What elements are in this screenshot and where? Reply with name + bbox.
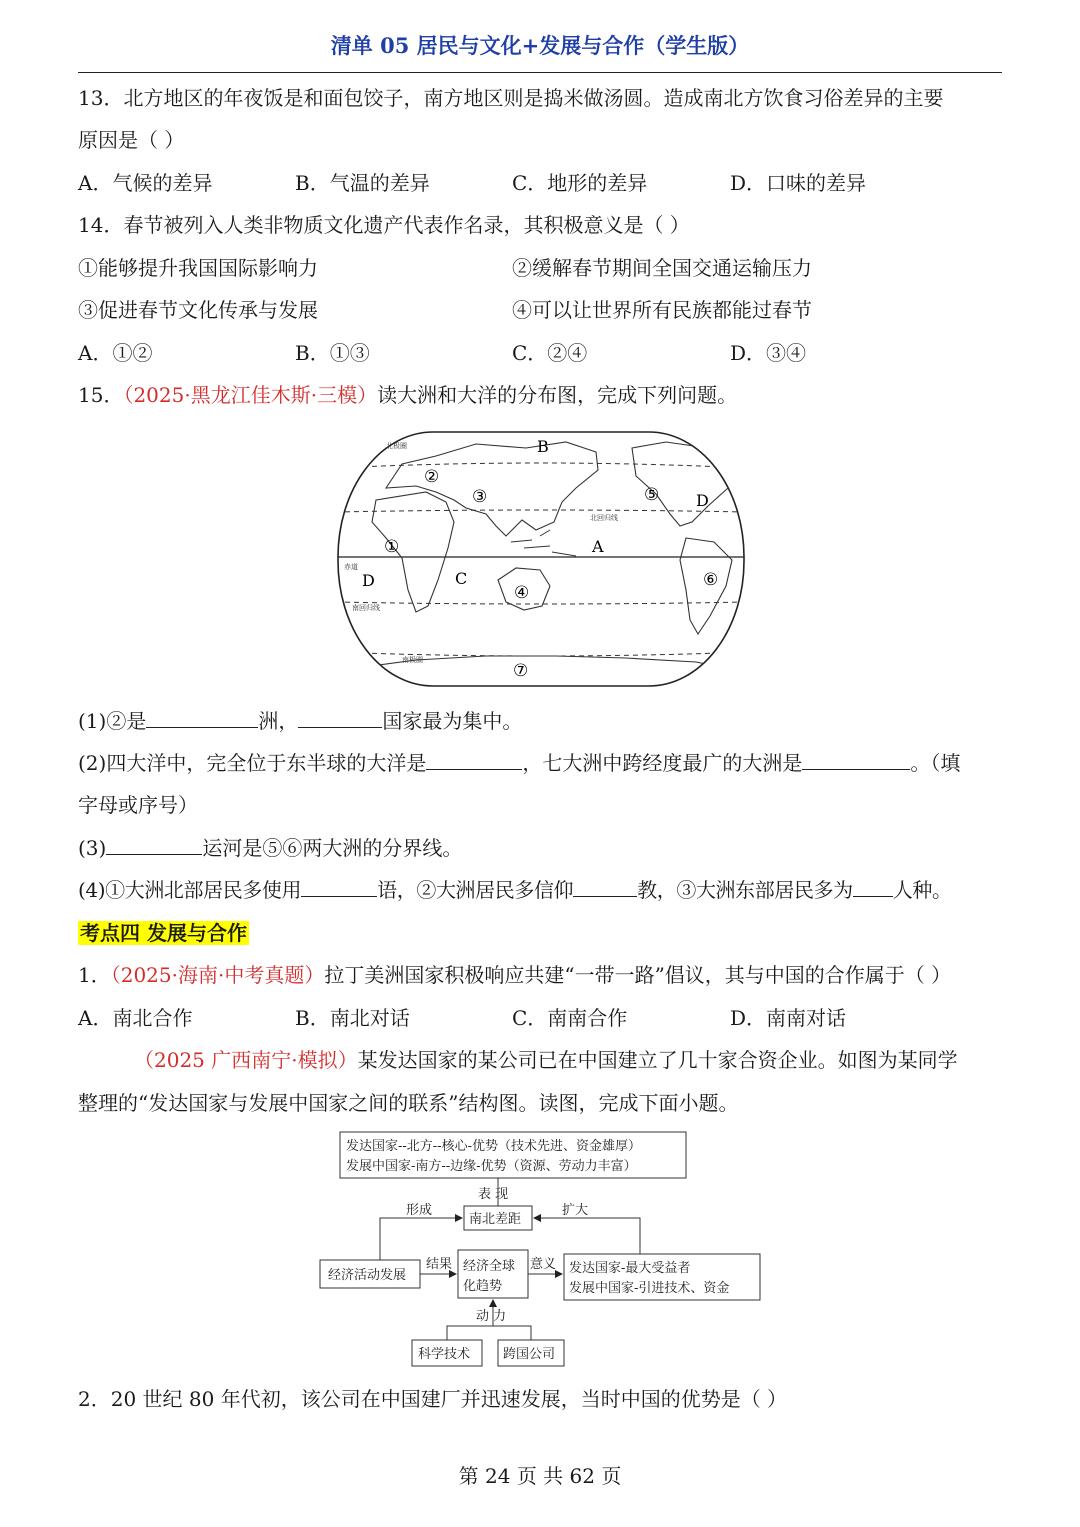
- page-footer: 第 24 页 共 62 页: [458, 1464, 622, 1488]
- q15-sub1-text-a: (1)②是: [78, 709, 147, 733]
- q14-item-2: ②缓解春节期间全国交通运输压力: [512, 256, 812, 280]
- answer-blank[interactable]: [853, 876, 893, 897]
- q13-stem-line1: 13．北方地区的年夜饭是和面包饺子，南方地区则是捣米做汤圆。造成南北方饮食习俗差异的主要: [78, 86, 944, 110]
- page-title: 清单 05 居民与文化+发展与合作（学生版）: [330, 33, 750, 58]
- material-text1: 某发达国家的某公司已在中国建立了几十家合资企业。如图为某同学: [357, 1048, 958, 1072]
- top-line-1: 发达国家--北方--核心-优势（技术先进、资金雄厚）: [346, 1139, 641, 1154]
- mnc-label: 跨国公司: [503, 1347, 556, 1362]
- globalization-line1: 经济全球: [463, 1259, 516, 1274]
- map-label-1: ①: [384, 537, 400, 557]
- q15-sub3: [78, 834, 462, 862]
- q15-stem: 读大洲和大洋的分布图，完成下列问题。: [377, 383, 738, 407]
- q15-number: 15．: [78, 383, 124, 407]
- map-label-6: ⑥: [703, 570, 719, 590]
- map-label-d-left: D: [362, 571, 375, 590]
- answer-blank[interactable]: [298, 707, 382, 728]
- s4q1-option-b: B．南北对话: [295, 1006, 410, 1030]
- material-line1: [134, 1046, 958, 1074]
- label-dongli: 动 力: [476, 1309, 507, 1324]
- q15-source: （2025·黑龙江佳木斯·三模）: [123, 383, 378, 407]
- label-yiyi: 意义: [530, 1257, 557, 1272]
- answer-blank[interactable]: [426, 749, 522, 770]
- map-label-a: A: [592, 537, 604, 556]
- q15-stem-line: [78, 381, 737, 409]
- answer-blank[interactable]: [802, 749, 910, 770]
- benefit-line2: 发展中国家-引进技术、资金: [569, 1281, 730, 1296]
- material-source: （2025 广西南宁·模拟）: [134, 1048, 358, 1072]
- section-4-title: 考点四 发展与合作: [80, 921, 247, 945]
- q15-sub4: [78, 876, 952, 904]
- arctic-label: 北极圈: [386, 442, 407, 450]
- top-line-2: 发展中国家-南方--边缘-优势（资源、劳动力丰富）: [346, 1159, 637, 1174]
- answer-blank[interactable]: [301, 876, 377, 897]
- section-heading: [78, 919, 249, 947]
- econ-dev-label: 经济活动发展: [328, 1268, 407, 1283]
- tropic-north-label: 北回归线: [590, 514, 618, 522]
- globalization-line2: 化趋势: [463, 1279, 503, 1294]
- q15-sub2-cont: 字母或序号）: [78, 793, 198, 817]
- q14-item-3: ③促进春节文化传承与发展: [78, 298, 318, 322]
- antarctic-label: 南极圈: [402, 656, 423, 664]
- map-frame: [338, 432, 744, 686]
- q13-option-d: D．口味的差异: [730, 171, 867, 195]
- s4q1-option-a: A．南北合作: [78, 1006, 193, 1030]
- center-label: 南北差距: [469, 1212, 522, 1227]
- s4q2-stem: 2．20 世纪 80 年代初，该公司在中国建厂并迅速发展，当时中国的优势是（ ）: [78, 1387, 788, 1411]
- equator-label: 赤道: [344, 563, 358, 571]
- benefit-line1: 发达国家-最大受益者: [569, 1261, 691, 1276]
- answer-blank[interactable]: [573, 876, 637, 897]
- q15-sub4-text-c: 教，③大洲东部居民多为: [637, 878, 853, 902]
- tech-label: 科学技术: [418, 1347, 471, 1362]
- s4q1-option-c: C．南南合作: [512, 1006, 628, 1030]
- q15-sub4-text-d: 人种。: [892, 878, 952, 902]
- world-map: [336, 430, 746, 688]
- material-line2: 整理的“发达国家与发展中国家之间的联系”结构图。读图，完成下面小题。: [78, 1091, 739, 1115]
- map-label-b: B: [537, 437, 549, 456]
- label-xingcheng: 形成: [406, 1203, 433, 1218]
- map-label-d-right: D: [696, 491, 709, 510]
- map-label-c: C: [455, 569, 468, 588]
- q15-sub1-text-c: 国家最为集中。: [382, 709, 523, 733]
- q14-option-d: D．③④: [730, 341, 807, 365]
- q14-option-b: B．①③: [295, 341, 370, 365]
- q15-sub2: [78, 749, 960, 777]
- structure-diagram: [310, 1130, 770, 1370]
- map-label-5: ⑤: [644, 485, 660, 505]
- answer-blank[interactable]: [146, 707, 258, 728]
- map-label-2: ②: [424, 467, 440, 487]
- q13-option-b: B．气温的差异: [295, 171, 430, 195]
- q14-stem: 14．春节被列入人类非物质文化遗产代表作名录，其积极意义是（ ）: [78, 213, 690, 237]
- q15-sub1-text-b: 洲，: [258, 709, 299, 733]
- q14-item-4: ④可以让世界所有民族都能过春节: [512, 298, 812, 322]
- q15-sub4-text-b: 语，②大洲居民多信仰: [377, 878, 574, 902]
- q15-sub3-text-a: (3): [78, 836, 107, 860]
- s4q1-source: （2025·海南·中考真题）: [110, 963, 325, 987]
- q15-sub2-text-c: 。（填: [910, 751, 961, 775]
- s4q1-stem-line: [78, 961, 951, 989]
- q13-option-c: C．地形的差异: [512, 171, 648, 195]
- q14-option-c: C．②④: [512, 341, 588, 365]
- map-label-7: ⑦: [513, 661, 529, 681]
- q15-sub2-text-b: ，七大洲中跨经度最广的大洲是: [522, 751, 803, 775]
- tropic-south-label: 南回归线: [352, 604, 380, 612]
- label-jieguo: 结果: [426, 1257, 453, 1272]
- map-label-4: ④: [514, 583, 530, 603]
- map-label-3: ③: [472, 487, 488, 507]
- q13-stem-line2: 原因是（ ）: [78, 128, 185, 152]
- label-biaoxian: 表 现: [478, 1187, 509, 1202]
- q15-sub4-text-a: (4)①大洲北部居民多使用: [78, 878, 302, 902]
- q14-option-a: A．①②: [78, 341, 153, 365]
- q15-sub2-text-a: (2)四大洋中，完全位于东半球的大洋是: [78, 751, 427, 775]
- header-divider: [78, 72, 1002, 73]
- s4q1-stem: 拉丁美洲国家积极响应共建“一带一路”倡议，其与中国的合作属于（ ）: [324, 963, 952, 987]
- s4q1-number: 1．: [78, 963, 111, 987]
- q15-sub1: [78, 707, 522, 735]
- s4q1-option-d: D．南南对话: [730, 1006, 847, 1030]
- q15-sub3-text-b: 运河是⑤⑥两大洲的分界线。: [202, 836, 463, 860]
- label-kuoda: 扩大: [562, 1203, 589, 1218]
- q13-option-a: A．气候的差异: [78, 171, 213, 195]
- q14-item-1: ①能够提升我国国际影响力: [78, 256, 318, 280]
- answer-blank[interactable]: [106, 834, 202, 855]
